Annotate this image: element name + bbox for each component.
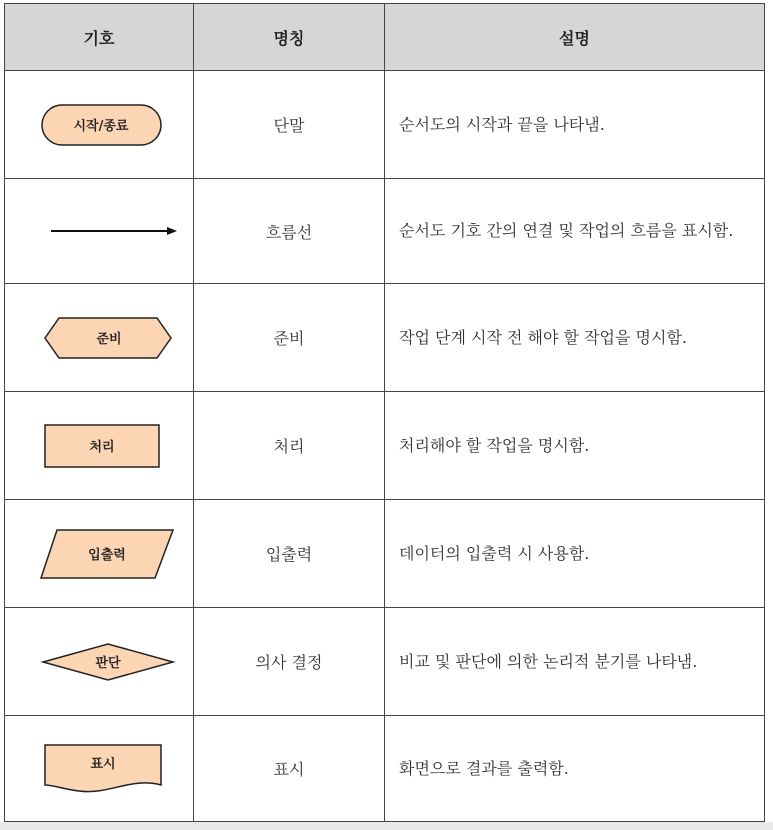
symbol-description: 순서도 기호 간의 연결 및 작업의 흐름을 표시함. bbox=[399, 221, 734, 240]
header-symbol: 기호 bbox=[5, 4, 194, 70]
table-row bbox=[5, 71, 764, 179]
header-name: 명칭 bbox=[194, 4, 385, 70]
flowchart-symbols-table bbox=[4, 3, 765, 822]
bottom-edge bbox=[0, 822, 773, 830]
symbol-name: 표시 bbox=[194, 716, 385, 821]
preparation-symbol bbox=[19, 306, 179, 370]
io-symbol bbox=[19, 522, 179, 586]
terminal-symbol bbox=[19, 93, 179, 157]
symbol-name: 준비 bbox=[194, 284, 385, 391]
symbol-description: 데이터의 입출력 시 사용함. bbox=[399, 543, 590, 563]
symbol-description: 화면으로 결과를 출력함. bbox=[399, 758, 569, 778]
terminal-symbol-label: 시작/종료 bbox=[73, 119, 129, 134]
display-symbol-label: 표시 bbox=[90, 757, 116, 772]
table-row bbox=[5, 500, 764, 608]
display-symbol bbox=[19, 737, 179, 801]
decision-symbol-label: 판단 bbox=[95, 656, 121, 671]
preparation-symbol-label: 준비 bbox=[96, 332, 122, 347]
table-row bbox=[5, 608, 764, 716]
symbol-name: 입출력 bbox=[194, 500, 385, 607]
symbol-description: 작업 단계 시작 전 해야 할 작업을 명시함. bbox=[399, 327, 687, 347]
table-header-row bbox=[5, 4, 764, 71]
symbol-name: 처리 bbox=[194, 392, 385, 499]
symbol-description: 비교 및 판단에 의한 논리적 분기를 나타냄. bbox=[399, 651, 698, 671]
decision-symbol bbox=[19, 630, 179, 694]
process-symbol bbox=[19, 414, 179, 478]
symbol-description: 순서도의 시작과 끝을 나타냄. bbox=[399, 114, 605, 134]
header-description: 설명 bbox=[559, 28, 590, 48]
symbol-name: 단말 bbox=[194, 71, 385, 178]
process-symbol-label: 처리 bbox=[89, 440, 115, 455]
symbol-name: 의사 결정 bbox=[194, 608, 385, 715]
table-row bbox=[5, 392, 764, 500]
table-row bbox=[5, 716, 764, 821]
symbol-name: 흐름선 bbox=[194, 179, 385, 283]
symbol-description: 처리해야 할 작업을 명시함. bbox=[399, 435, 590, 455]
table-row bbox=[5, 284, 764, 392]
flowline-arrow-icon bbox=[19, 199, 179, 263]
table-row bbox=[5, 179, 764, 284]
io-symbol-label: 입출력 bbox=[88, 548, 126, 563]
